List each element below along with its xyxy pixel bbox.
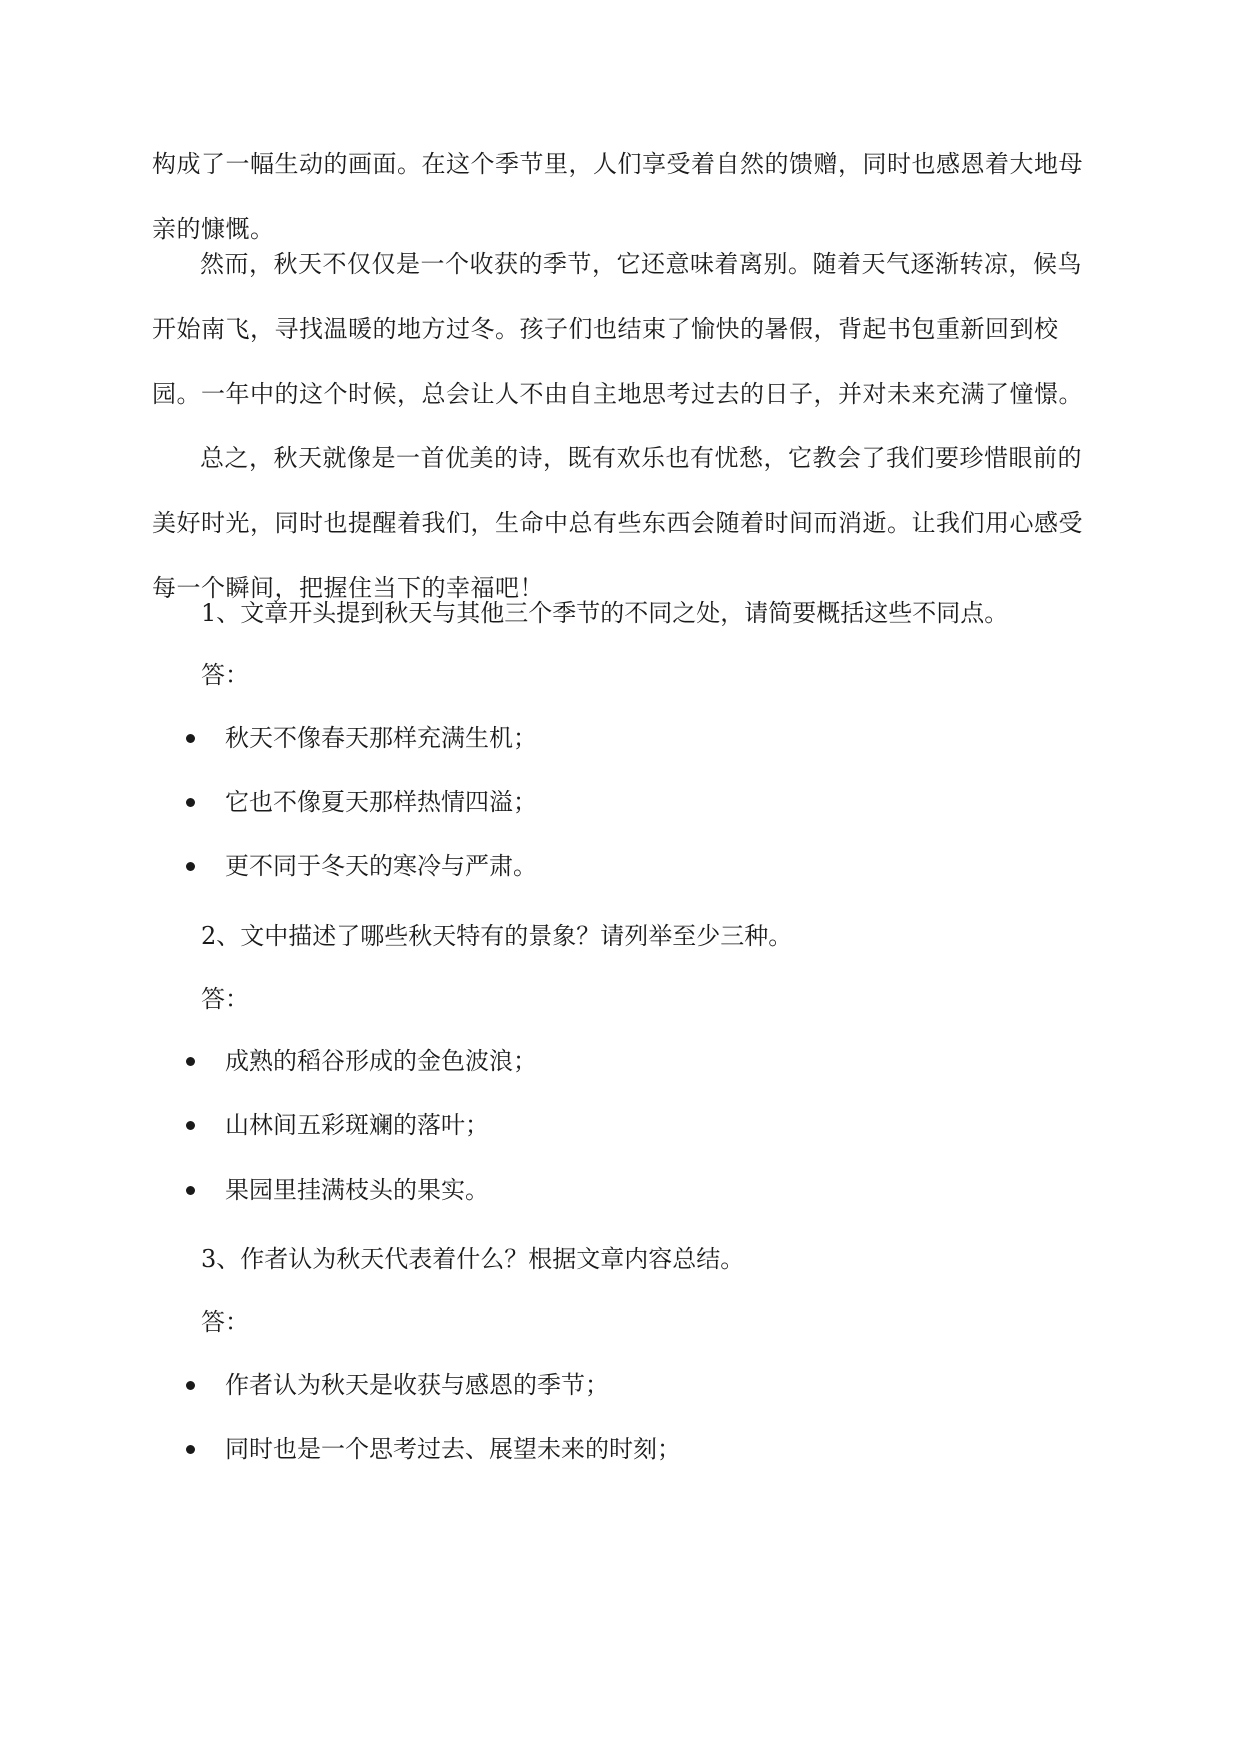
answer-label-2: 答：: [201, 985, 249, 1013]
answer-text: 秋天不像春天那样充满生机；: [225, 724, 537, 752]
answer-label-3: 答：: [201, 1308, 249, 1336]
answer-text: 作者认为秋天是收获与感恩的季节；: [225, 1371, 609, 1399]
bullet-icon: [186, 862, 195, 871]
answer-text: 它也不像夏天那样热情四溢；: [225, 788, 537, 816]
question-3: 3、作者认为秋天代表着什么？根据文章内容总结。: [201, 1245, 745, 1273]
bullet-icon: [186, 798, 195, 807]
bullet-icon: [186, 1186, 195, 1195]
question-1: 1、文章开头提到秋天与其他三个季节的不同之处，请简要概括这些不同点。: [201, 599, 1009, 627]
bullet-icon: [186, 1057, 195, 1066]
answer-2-item-2: [186, 1110, 489, 1140]
answer-3-item-2: [186, 1434, 681, 1464]
bullet-icon: [186, 1381, 195, 1390]
answer-text: 更不同于冬天的寒冷与严肃。: [225, 852, 537, 880]
answer-3-item-1: [186, 1370, 609, 1400]
bullet-icon: [186, 734, 195, 743]
answer-label-1: 答：: [201, 661, 249, 689]
answer-1-item-2: [186, 787, 537, 817]
paragraph-continuation: 构成了一幅生动的画面。在这个季节里，人们享受着自然的馈赠，同时也感恩着大地母亲的慷慨。: [152, 150, 1083, 243]
answer-2-item-1: [186, 1046, 537, 1076]
answer-text: 山林间五彩斑斓的落叶；: [225, 1111, 489, 1139]
paragraph-autumn-farewell: 然而，秋天不仅仅是一个收获的季节，它还意味着离别。随着天气逐渐转凉，候鸟开始南飞，寻找温暖的地方过冬。孩子们也结束了愉快的暑假，背起书包重新回到校园。一年中的这个时候，总会让人不由自主地思考过去的日子，并对未来充满了憧憬。: [152, 250, 1083, 408]
answer-text: 同时也是一个思考过去、展望未来的时刻；: [225, 1435, 681, 1463]
bullet-icon: [186, 1121, 195, 1130]
answer-text: 果园里挂满枝头的果实。: [225, 1176, 489, 1204]
answer-1-item-3: [186, 851, 537, 881]
answer-1-item-1: [186, 723, 537, 753]
bullet-icon: [186, 1445, 195, 1454]
answer-text: 成熟的稻谷形成的金色波浪；: [225, 1047, 537, 1075]
answer-2-item-3: [186, 1175, 489, 1205]
paragraph-conclusion: 总之，秋天就像是一首优美的诗，既有欢乐也有忧愁，它教会了我们要珍惜眼前的美好时光，同时也提醒着我们，生命中总有些东西会随着时间而消逝。让我们用心感受每一个瞬间，把握住当下的幸福吧！: [152, 444, 1083, 602]
question-2: 2、文中描述了哪些秋天特有的景象？请列举至少三种。: [201, 922, 793, 950]
